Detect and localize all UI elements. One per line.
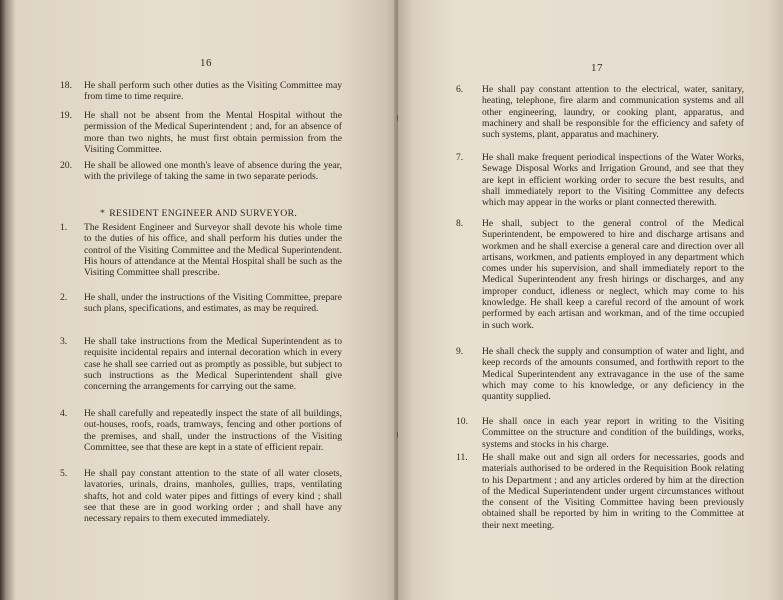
item-number: 5.	[60, 468, 68, 479]
item-text: He shall, under the instructions of the Visiting Committee, prepare such plans, specifications, and estimates, as may be required.	[84, 292, 342, 315]
list-item	[60, 336, 342, 392]
list-item	[456, 218, 744, 331]
item-number: 7.	[456, 152, 464, 163]
item-number: 18.	[60, 80, 72, 91]
list-item	[456, 416, 744, 450]
list-item	[456, 84, 744, 140]
item-text: He shall carefully and repeatedly inspect the state of all buildings, out-houses, roofs, roads, tramways, fencing and other portions of the premises, and shall, under the instructions of the Visiting Committee, see that these are kept in a state of efficient repair.	[84, 408, 342, 453]
item-text: He shall pay constant attention to the state of all water closets, lavatories, urinals, drains, manholes, gullies, traps, ventilating shafts, hot and cold water pipes and fittings of every kind ; shall see that these are in good working order ; and shall have any necessary repairs to them executed immediately.	[84, 468, 342, 525]
item-text: He shall, subject to the general control of the Medical Superintendent, be empowered to hire and discharge artisans and workmen and he shall exercise a general care and direction over all artisans, workmen, and patients employed in any department which comes under his supervision, and shall immediately report to the Medical Superintendent any fresh hirings or discharges, and any improper conduct, idleness or neglect, which may come to his knowledge. He shall keep a careful record of the amount of work performed by each artisan and workman, and of the time occupied in such work.	[482, 218, 744, 331]
item-text: He shall check the supply and consumption of water and light, and keep records of the amounts consumed, and forthwith report to the Medical Superintendent any extravagance in the use of the same which may come to his knowledge, or any deficiency in the quantity supplied.	[482, 346, 744, 403]
item-text: The Resident Engineer and Surveyor shall devote his whole time to the duties of his office, and shall perform his duties under the control of the Visiting Committee and the Medical Superintendent. His hours of attendance at the Mental Hospital shall be such as the Visiting Committee shall prescribe.	[84, 222, 342, 279]
item-number: 9.	[456, 346, 464, 357]
item-text: He shall make frequent periodical inspections of the Water Works, Sewage Disposal Works and Irrigation Ground, and see that they are kept in efficient working order to secure the best results, and shall immediately report to the Visiting Committee any defects which may appear in the works or plant connected therewith.	[482, 152, 744, 209]
item-text: He shall be allowed one month's leave of absence during the year, with the privilege of taking the same in two separate periods.	[84, 160, 342, 183]
list-item	[456, 152, 744, 208]
item-number: 20.	[60, 160, 72, 171]
item-text: He shall perform such other duties as the Visiting Committee may from time to time require.	[84, 80, 342, 103]
list-item	[60, 468, 342, 524]
page-number: 17	[591, 62, 603, 74]
item-number: 8.	[456, 218, 464, 229]
right-page	[398, 0, 783, 600]
item-text: He shall take instructions from the Medical Superintendent as to requisite incidental repairs and internal decoration which in every case he shall see carried out as promptly as possible, but subject to such instructions as the Medical Superintendent shall give concerning the arrangements for carrying out the same.	[84, 336, 342, 393]
section-mark: *	[100, 208, 106, 219]
item-text: He shall pay constant attention to the electrical, water, sanitary, heating, telephone, fire alarm and communication systems and all other engineering, laundry, or cooking plant, apparatus, and machinery and shall be responsible for the efficiency and safety of such systems, plant, apparatus and machinery.	[482, 84, 744, 141]
list-item	[60, 292, 342, 315]
item-number: 3.	[60, 336, 68, 347]
page-number: 16	[200, 57, 212, 69]
list-item	[456, 346, 744, 402]
list-item	[60, 110, 342, 155]
section-heading	[100, 208, 297, 219]
item-number: 6.	[456, 84, 464, 95]
item-number: 1.	[60, 222, 68, 233]
item-number: 2.	[60, 292, 68, 303]
item-text: He shall not be absent from the Mental Hospital without the permission of the Medical Superintendent ; and, for an absence of more than two nights, he must first obtain permission from the Visiting Committee.	[84, 110, 342, 155]
section-heading-text: RESIDENT ENGINEER AND SURVEYOR.	[109, 208, 298, 219]
list-item	[60, 80, 342, 103]
list-item	[60, 408, 342, 453]
item-text: He shall once in each year report in writing to the Visiting Committee on the structure and condition of the buildings, works, systems and stocks in his charge.	[482, 416, 744, 450]
item-number: 11.	[456, 452, 468, 463]
item-number: 4.	[60, 408, 68, 419]
item-number: 19.	[60, 110, 72, 121]
item-text: He shall make out and sign all orders for necessaries, goods and materials authorised to be ordered in the Requisition Book relating to his Department ; and any articles ordered by him at the direction of the Medical Superintendent under urgent circumstances without the consent of the Visiting Committee having been previously obtained shall be reported by him in writing to the Committee at their next meeting.	[482, 452, 744, 531]
item-number: 10.	[456, 416, 468, 427]
list-item	[60, 160, 342, 183]
list-item	[60, 222, 342, 278]
list-item	[456, 452, 744, 531]
